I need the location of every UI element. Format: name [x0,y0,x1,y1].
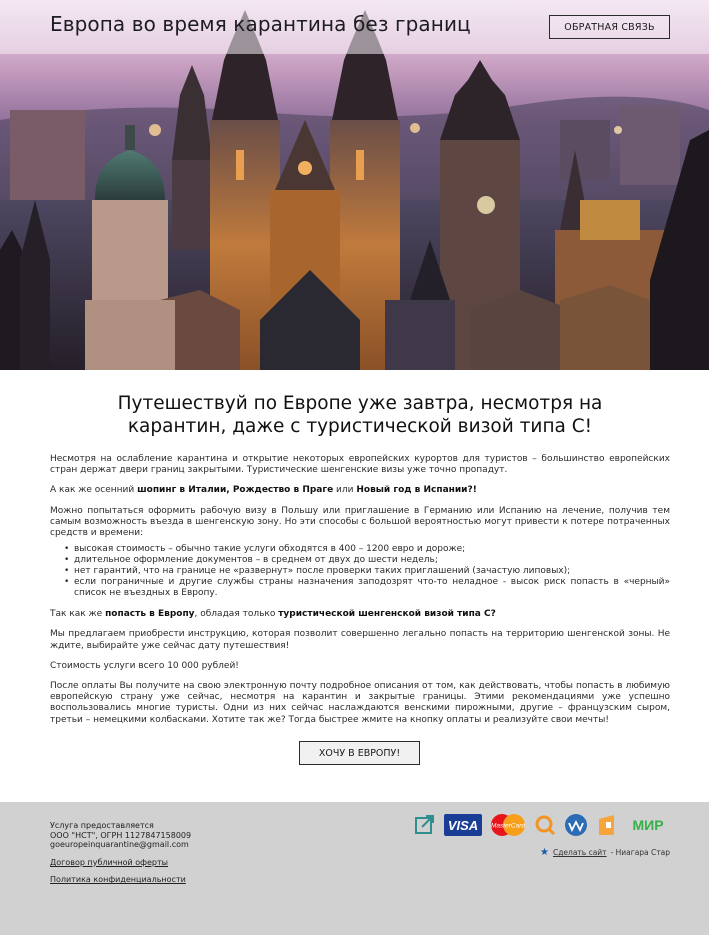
price-paragraph: Стоимость услуги всего 10 000 рублей! [50,660,239,671]
mir-text: МИР [632,817,664,833]
mastercard-text: MasterCard [491,822,525,830]
options-paragraph: Можно попытаться оформить рабочую визу в Польшу или приглашение в Германию или Испанию на лечение, получив тем самым возможность въезда в шенгенскую зону. Но эти способы с большой вероятностью могут привести к потере потраченных средств и времени: [50,505,670,539]
privacy-policy-link[interactable]: Политика конфиденциальности [50,875,186,885]
shopping-paragraph [50,485,670,496]
question-bold-2: туристической шенгенской визой типа С? [278,609,496,620]
contact-email: goeuropeinquarantine@gmail.com [50,840,189,850]
visa-text: VISA [447,818,479,833]
page-headline: Путешествуй по Европе уже завтра, несмотря на карантин, даже с туристической визой типа С! [117,393,603,437]
mir-logo [626,814,670,836]
question-text-1: Так как же [50,609,106,620]
share-icon [414,814,436,836]
shopping-bold-2: Новый год в Испании?! [356,485,477,496]
after-payment-paragraph: После оплаты Вы получите на свою электронную почту подробное описания от том, как действовать, чтобы попасть в любимую европейскую страну уже сейчас, несмотря на карантин и закрытые границы. Этими рекомендациями уже успешно воспользовались многие туристы. Одни из них сейчас наслаждаются венскими пирожными, другие – французским сыром, третьи – немецкими колбасками. Хотите так же? Тогда быстрее жмите на кнопку оплаты и реализуйте свои мечты! [50,681,670,725]
prague-skyline-image [0,0,709,370]
payment-methods [414,813,670,837]
feedback-button[interactable]: ОБРАТНАЯ СВЯЗЬ [549,15,670,39]
mastercard-logo [490,813,526,837]
footer-info [50,821,191,885]
make-site-link[interactable]: Сделать сайт [552,848,607,857]
cta-wrapper [299,741,420,765]
webmoney-icon [564,813,588,837]
intro-paragraph: Несмотря на ослабление карантина и открытие некоторых европейских курортов для туристов – большинство европейских стран держат двери границ закрытыми. Туристические шенгенские визы уже точно пропадут. [50,454,670,476]
qiwi-icon [534,814,556,836]
star-icon: ★ [540,847,549,858]
provider-label: Услуга предоставляется [50,821,154,830]
question-text-2: , обладая только [194,609,279,620]
yandex-money-icon [596,813,618,837]
shopping-text-2: или [333,485,357,496]
list-item: • нет гарантий, что на границе не «развернут» после проверки таких приглашений (зачастую липовых); [64,566,670,577]
question-bold-1: попасть в Европу [105,609,195,620]
offer-paragraph: Мы предлагаем приобрести инструкцию, которая позволит совершенно легально попасть на территорию шенгенской зоны. Не ждите, выбирайте уже сейчас дату путешествия! [50,629,670,651]
risks-list [64,544,670,599]
main-content [50,392,670,735]
question-paragraph [50,609,670,620]
made-by [540,847,670,858]
public-offer-link[interactable]: Договор публичной оферты [50,857,168,867]
list-item: • длительное оформление документов – в среднем от двух до шести недель; [64,555,670,566]
visa-logo [444,814,482,836]
list-item: • если пограничные и другие службы страны назначения заподозрят что-то неладное - высок риск попасть в «черный» список не въездных в Европу. [64,577,670,599]
site-title: Европа во время карантина без границ [50,12,471,36]
hero-banner [0,0,709,370]
shopping-text-1: А как же осенний [50,485,138,496]
company-details: ООО "НСТ", ОГРН 1127847158009 [50,830,192,840]
want-to-europe-button[interactable]: ХОЧУ В ЕВРОПУ! [299,741,420,765]
footer [0,802,709,935]
list-item: • высокая стоимость – обычно такие услуги обходятся в 400 – 1200 евро и дороже; [64,544,670,555]
made-by-company: - Ниагара Стар [610,848,670,857]
shopping-bold-1: шопинг в Италии, Рождество в Праге [137,485,334,496]
